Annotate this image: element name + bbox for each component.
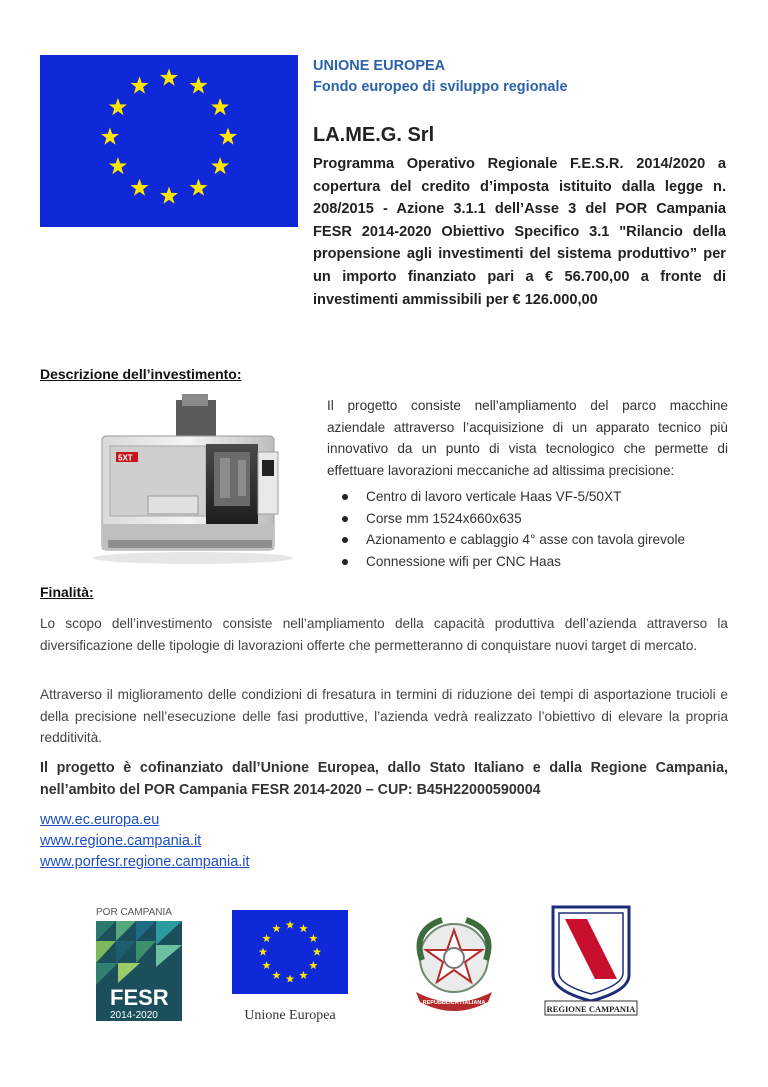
regione-campania-logo <box>543 905 639 1017</box>
list-item: Connessione wifi per CNC Haas <box>340 551 685 573</box>
list-item: Azionamento e cablaggio 4° asse con tavola girevole <box>340 529 685 551</box>
eu-star-icon <box>160 187 178 204</box>
eu-star-icon <box>219 128 237 145</box>
investment-intro: Il progetto consiste nell’ampliamento del parco macchine aziendale attraverso l’acquisizione di un apparato tecnico più innovativo da un punto di vista tecnologico che permette di effettuare lavorazioni meccaniche ad altissima precisione: <box>327 398 728 478</box>
unione-europea-logo <box>231 910 349 1025</box>
svg-text:2014-2020: 2014-2020 <box>110 1010 158 1021</box>
eu-star-icon <box>130 76 148 93</box>
eu-star-icon <box>211 157 229 174</box>
link-ec-europa[interactable]: www.ec.europa.eu <box>40 812 160 828</box>
eu-star-icon <box>211 98 229 115</box>
svg-text:Unione Europea: Unione Europea <box>244 1008 336 1023</box>
svg-text:REPUBBLICA ITALIANA: REPUBBLICA ITALIANA <box>422 1000 486 1006</box>
eu-star-icon <box>189 76 207 93</box>
purpose-title: Finalità: <box>40 584 94 600</box>
cofinancing-statement: Il progetto è cofinanziato dall’Unione Europea, dallo Stato Italiano e dalla Regione Campania, nell’ambito del POR Campania FESR 2014-2020 – CUP: B45H22000590004 <box>40 760 728 798</box>
svg-text:REGIONE CAMPANIA: REGIONE CAMPANIA <box>546 1004 636 1014</box>
eu-star-icon <box>101 128 119 145</box>
eu-star-icon <box>160 69 178 86</box>
italian-republic-emblem <box>402 910 506 1015</box>
list-item: Centro di lavoro verticale Haas VF-5/50XT <box>340 486 685 508</box>
company-name: LA.ME.G. Srl <box>313 124 435 146</box>
eu-flag <box>40 55 298 227</box>
link-regione-campania[interactable]: www.regione.campania.it <box>40 833 202 849</box>
eu-star-icon <box>109 98 127 115</box>
program-description: Programma Operativo Regionale F.E.S.R. 2014/2020 a copertura del credito d’imposta istituito dalla legge n. 208/2015 - Azione 3.1.1 dell’Asse 3 del POR Campania FESR 2014-2020 Obiettivo Specifico 3.1 "Rilancio della propensione agli investimenti del sistema produttivo” per un importo finanziato pari a € 56.700,00 a fronte di investimenti ammissibili per € 126.000,00 <box>313 156 726 308</box>
svg-text:POR CAMPANIA: POR CAMPANIA <box>96 907 172 918</box>
cnc-machine-image <box>88 392 302 566</box>
machine-badge-text: 5XT <box>118 453 133 463</box>
investment-title: Descrizione dell’investimento: <box>40 366 242 382</box>
eu-subtitle: Fondo europeo di sviluppo regionale <box>313 79 568 95</box>
eu-star-icon <box>109 157 127 174</box>
eu-star-icon <box>130 179 148 196</box>
equipment-list <box>340 486 685 572</box>
link-porfesr[interactable]: www.porfesr.regione.campania.it <box>40 854 250 870</box>
svg-text:FESR: FESR <box>110 985 169 1010</box>
list-item: Corse mm 1524x660x635 <box>340 508 685 530</box>
eu-star-icon <box>189 179 207 196</box>
por-campania-fesr-logo <box>96 905 182 1021</box>
purpose-paragraph-1: Lo scopo dell’investimento consiste nell’ampliamento della capacità produttiva dell’azienda attraverso la diversificazione delle tipologie di lavorazioni offerte che permetteranno di conquistare nuovi target di mercato. <box>40 616 728 653</box>
purpose-paragraph-2: Attraverso il miglioramento delle condizioni di fresatura in termini di riduzione dei tempi di asportazione trucioli e della precisione nell’esecuzione delle fasi produttive, l’azienda vedrà realizzato l’obiettivo di elevare la propria redditività. <box>40 687 728 745</box>
eu-title: UNIONE EUROPEA <box>313 58 446 74</box>
